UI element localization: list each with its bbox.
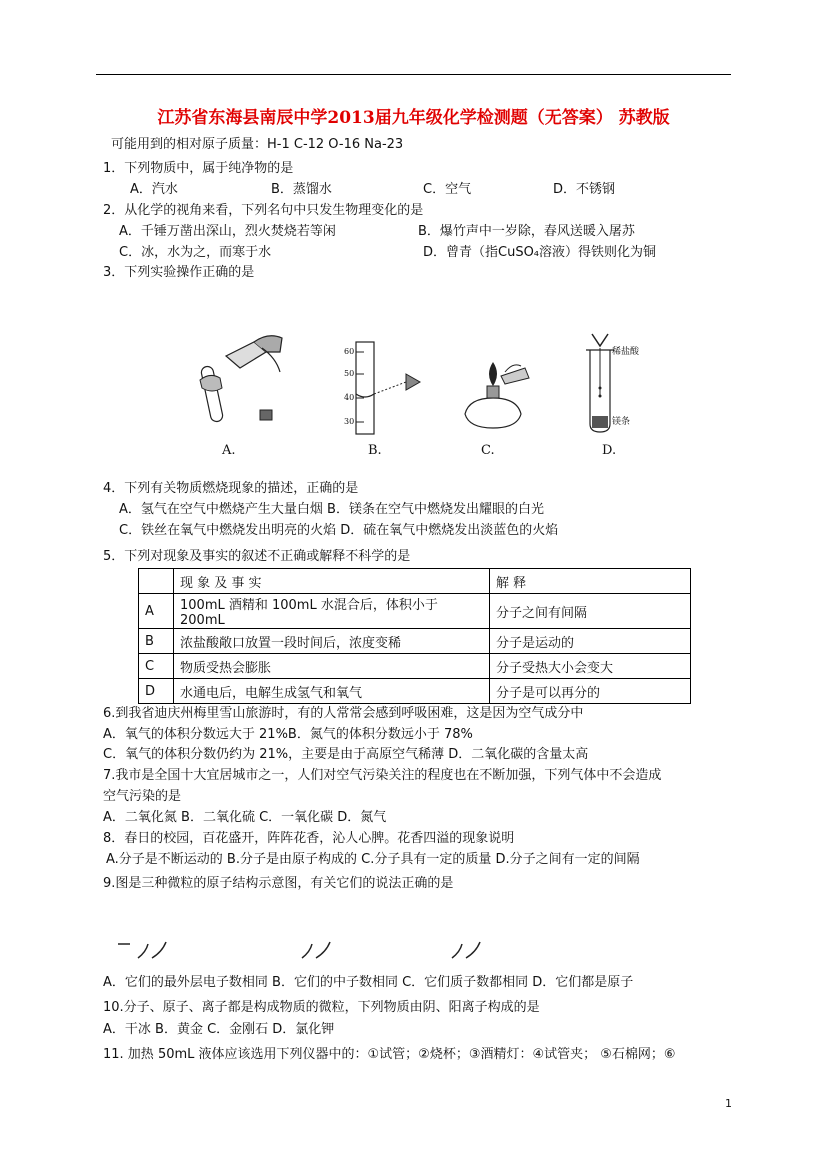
- header-rule: [96, 74, 731, 75]
- q2-option-c: C．冰，水为之，而寒于水: [119, 245, 272, 260]
- table-cell: 浓盐酸敞口放置一段时间后，浓度变稀: [174, 629, 490, 654]
- table-cell: 100mL 酒精和 100mL 水混合后，体积小于 200mL: [174, 594, 490, 629]
- table-cell: 分子受热大小会变大: [490, 654, 691, 679]
- q3-stem: 3．下列实验操作正确的是: [103, 265, 255, 280]
- table-row: [139, 629, 691, 654]
- q1-option-d: D．不锈钢: [553, 182, 616, 197]
- atomic-masses: 可能用到的相对原子质量：H-1 C-12 O-16 Na-23: [111, 137, 404, 152]
- table-header-cell: 解 释: [490, 569, 691, 594]
- document-title: 江苏省东海县南辰中学2013届九年级化学检测题（无答案） 苏教版: [157, 108, 670, 128]
- q11-stem: 11. 加热 50mL 液体应该选用下列仪器中的：①试管；②烧杯；③酒精灯：④试管夹； ⑤石棉网；⑥: [103, 1047, 676, 1062]
- label-magnesium: 镁条: [612, 417, 631, 427]
- table-header-row: [139, 569, 691, 594]
- cylinder-tick-40: 40: [344, 393, 355, 402]
- q8-stem: 8．春日的校园，百花盛开，阵阵花香，沁人心脾。花香四溢的现象说明: [103, 831, 515, 846]
- table-cell: 分子是运动的: [490, 629, 691, 654]
- table-row: [139, 654, 691, 679]
- q4-options-cd: C．铁丝在氧气中燃烧发出明亮的火焰 D．硫在氧气中燃烧发出淡蓝色的火焰: [119, 523, 559, 538]
- page-number: 1: [725, 1097, 732, 1110]
- table-header-cell: 现 象 及 事 实: [174, 569, 490, 594]
- q5-table: [138, 568, 691, 704]
- q1-option-c: C．空气: [423, 182, 472, 197]
- q9-atomic-structure-diagrams: [112, 938, 492, 966]
- table-cell: B: [139, 629, 174, 654]
- q1-option-b: B．蒸馏水: [271, 182, 332, 197]
- q5-stem: 5．下列对现象及事实的叙述不正确或解释不科学的是: [103, 549, 411, 564]
- table-cell: 水通电后，电解生成氢气和氧气: [174, 679, 490, 704]
- table-cell: C: [139, 654, 174, 679]
- q4-options-ab: A．氢气在空气中燃烧产生大量白烟 B．镁条在空气中燃烧发出耀眼的白光: [119, 502, 544, 517]
- table-cell: D: [139, 679, 174, 704]
- figure-c-alcohol-lamp: [455, 350, 535, 434]
- q9-stem: 9.图是三种微粒的原子结构示意图，有关它们的说法正确的是: [103, 876, 454, 891]
- q2-option-a: A．千锤万凿出深山，烈火焚烧若等闲: [119, 224, 336, 239]
- table-cell: A: [139, 594, 174, 629]
- q2-stem: 2．从化学的视角来看，下列名句中只发生物理变化的是: [103, 203, 424, 218]
- q2-option-d: D．曾青（指CuSO₄溶液）得铁则化为铜: [423, 245, 657, 260]
- q7-options: A．二氧化氮 B．二氧化硫 C．一氧化碳 D．氮气: [103, 810, 387, 825]
- q1-option-a: A．汽水: [130, 182, 178, 197]
- table-row: [139, 679, 691, 704]
- q10-stem: 10.分子、原子、离子都是构成物质的微粒，下列物质由阴、阳离子构成的是: [103, 1000, 540, 1015]
- q4-stem: 4．下列有关物质燃烧现象的描述，正确的是: [103, 481, 359, 496]
- figure-b-label: B.: [368, 443, 382, 458]
- q1-stem: 1．下列物质中，属于纯净物的是: [103, 161, 294, 176]
- q9-options: A．它们的最外层电子数相同 B．它们的中子数相同 C．它们质子数都相同 D．它们都是原子: [103, 975, 634, 990]
- q8-options: A.分子是不断运动的 B.分子是由原子构成的 C.分子具有一定的质量 D.分子之间有一定的间隔: [106, 852, 640, 867]
- table-row: [139, 594, 691, 629]
- table-cell: 分子之间有间隔: [490, 594, 691, 629]
- figure-a-pouring-liquid: [196, 328, 296, 436]
- figure-d-label: D.: [602, 443, 617, 458]
- figure-a-label: A.: [222, 443, 236, 458]
- figure-c-label: C.: [481, 443, 495, 458]
- cylinder-tick-50: 50: [344, 369, 355, 378]
- table-cell: 物质受热会膨胀: [174, 654, 490, 679]
- q7-stem-line1: 7.我市是全国十大宜居城市之一，人们对空气污染关注的程度也在不断加强，下列气体中不会造成: [103, 768, 662, 783]
- cylinder-tick-30: 30: [344, 417, 355, 426]
- cylinder-tick-60: 60: [344, 347, 355, 356]
- q6-options-cd: C．氧气的体积分数仍约为 21%，主要是由于高原空气稀薄 D．二氧化碳的含量太高: [103, 747, 589, 762]
- label-dilute-hcl: 稀盐酸: [612, 347, 640, 357]
- q7-stem-line2: 空气污染的是: [103, 789, 182, 804]
- q6-stem: 6.到我省迪庆州梅里雪山旅游时，有的人常常会感到呼吸困难，这是因为空气成分中: [103, 706, 584, 721]
- q2-option-b: B．爆竹声中一岁除，春风送暖入屠苏: [418, 224, 635, 239]
- table-cell: 分子是可以再分的: [490, 679, 691, 704]
- q6-options-ab: A．氧气的体积分数远大于 21%B．氮气的体积分数远小于 78%: [103, 727, 473, 742]
- table-header-cell: [139, 569, 174, 594]
- q10-options: A．干冰 B．黄金 C．金刚石 D．氯化钾: [103, 1022, 335, 1037]
